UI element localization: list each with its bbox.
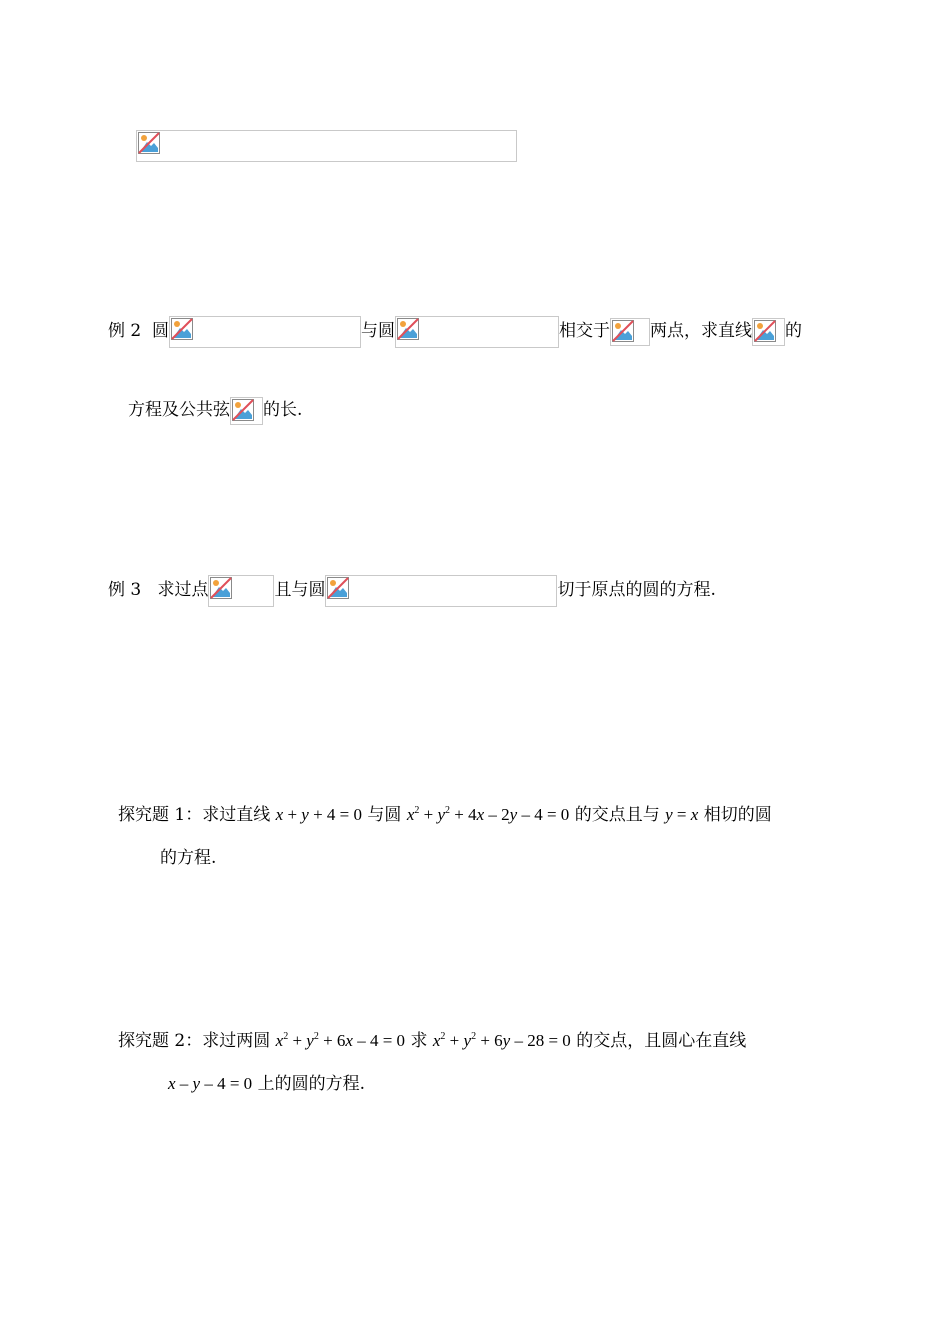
example-2-line-2 [128, 394, 302, 426]
example-2-text: 圆 [152, 321, 170, 341]
inquiry-1-text: 与圆 [367, 805, 402, 825]
example-3-text: 且与圆 [274, 580, 326, 600]
broken-image-icon [136, 130, 517, 162]
inquiry-2-equation-2: $x^2 + y^2 + 6y - 28 = 0$ [432, 1031, 571, 1050]
broken-image-icon [325, 575, 557, 607]
broken-image-icon [752, 318, 785, 346]
example-2-text: 的 [785, 321, 803, 341]
inquiry-2-text: 求过两圆 [202, 1031, 271, 1051]
inquiry-1-text: 的交点且与 [574, 805, 660, 825]
inquiry-1-line-1 [118, 799, 772, 831]
example-2-text: 相交于 [559, 321, 611, 341]
example-2-line-1 [108, 315, 802, 348]
inquiry-2-label: 探究题 2： [118, 1031, 203, 1051]
inquiry-2-text: 的交点，且圆心在直线 [576, 1031, 747, 1051]
example-3-text: 切于原点的圆的方程. [557, 580, 716, 600]
example-2-text: 与圆 [361, 321, 396, 341]
broken-image-icon [230, 397, 263, 425]
inquiry-2-equation-1: $x^2 + y^2 + 6x - 4 = 0$ [275, 1031, 406, 1050]
inquiry-1-text: 的方程. [160, 848, 217, 868]
top-formula-block [136, 129, 517, 162]
example-3-line [108, 574, 716, 607]
inquiry-1-label: 探究题 1： [118, 805, 203, 825]
inquiry-2-line-2 [168, 1068, 365, 1100]
broken-image-icon [395, 316, 559, 348]
inquiry-1-equation-1: x + y + 4 = 0 [275, 805, 363, 824]
broken-image-icon [208, 575, 274, 607]
inquiry-2-text: 上的圆的方程. [257, 1074, 365, 1094]
inquiry-2-line-1 [118, 1025, 746, 1057]
inquiry-2-text: 求 [410, 1031, 428, 1051]
example-2-text: 方程及公共弦 [128, 400, 230, 420]
example-3-label: 例 3 [108, 580, 142, 600]
example-2-label: 例 2 [108, 321, 142, 341]
inquiry-1-equation-2: $x^2 + y^2 + 4x - 2y - 4 = 0$ [406, 805, 570, 824]
example-2-text: 两点，求直线 [650, 321, 753, 341]
inquiry-1-text: 求过直线 [202, 805, 271, 825]
broken-image-icon [610, 318, 650, 346]
inquiry-1-equation-3: y = x [665, 805, 699, 824]
inquiry-1-text: 相切的圆 [703, 805, 772, 825]
inquiry-2-equation-3: x – y – 4 = 0 [168, 1074, 253, 1093]
inquiry-1-line-2 [160, 842, 216, 874]
example-2-text: 的长. [263, 400, 303, 420]
broken-image-icon [169, 316, 361, 348]
example-3-text: 求过点 [157, 580, 209, 600]
